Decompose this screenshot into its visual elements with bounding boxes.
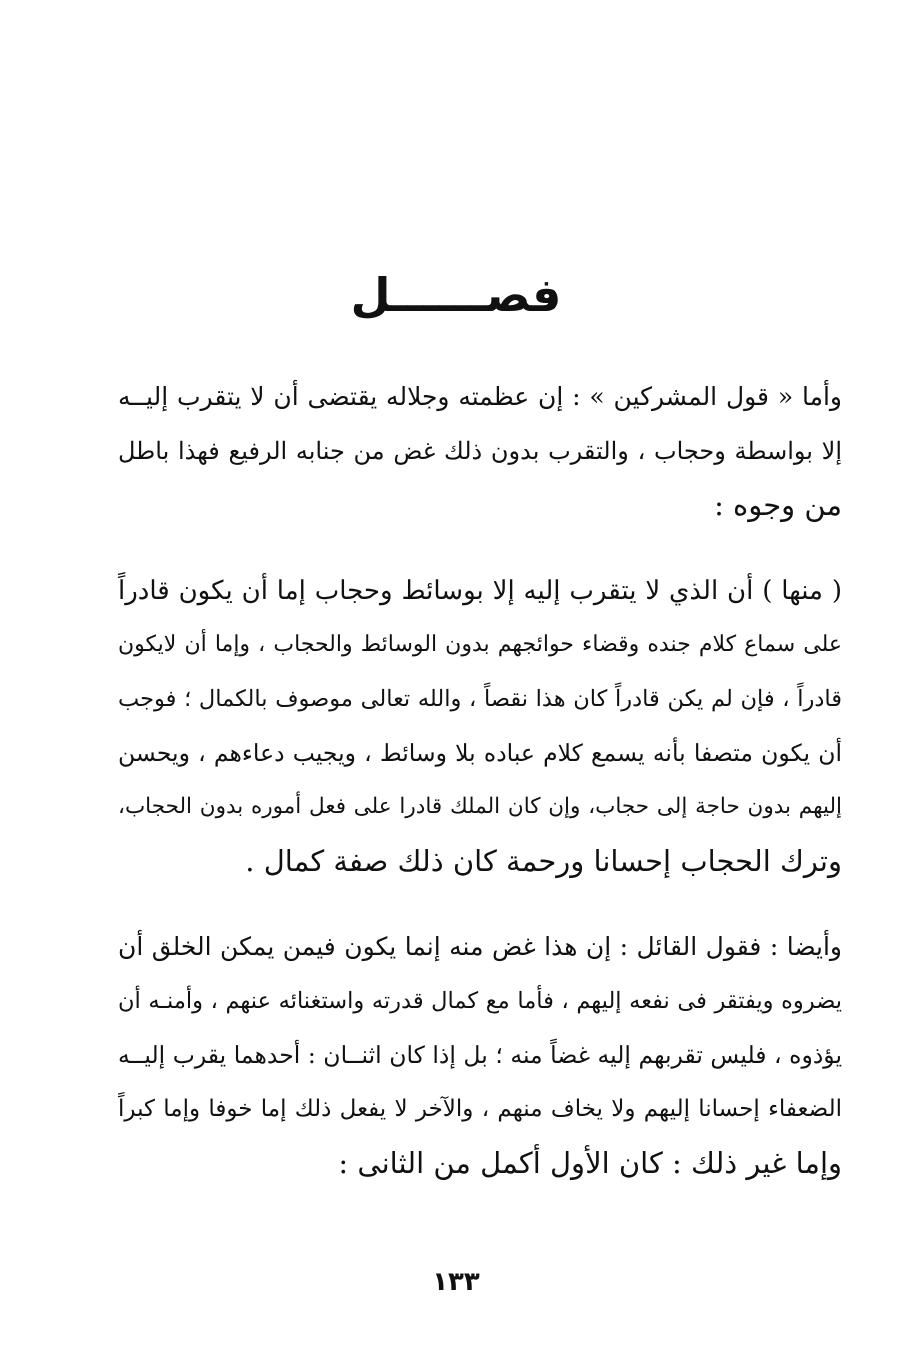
text-line: على سماع كلام جنده وقضاء حوائجهم بدون الوسائط والحجاب ، وإما أن لايكون: [118, 632, 842, 657]
text-line: وأما « قول المشركين » : إن عظمته وجلاله يقتضى أن لا يتقرب إليــه: [118, 382, 842, 411]
page-number: ١٣٣: [432, 1267, 480, 1297]
text-line: قادراً ، فإن لم يكن قادراً كان هذا نقصاً ، والله تعالى موصوف بالكمال ؛ فوجب: [118, 686, 842, 712]
text-line: يضروه ويفتقر فى نفعه إليهم ، فأما مع كمال قدرته واستغنائه عنهم ، وأمنـه أن: [118, 988, 842, 1014]
section-heading: فصــــــل: [350, 268, 562, 322]
paragraph-3: [118, 920, 842, 1190]
paragraph-gap: [118, 888, 842, 920]
text-line: الضعفاء إحسانا إليهم ولا يخاف منهم ، والآخر لا يفعل ذلك إما خوفا وإما كبراً: [118, 1096, 842, 1122]
text-line: وإما غير ذلك : كان الأول أكمل من الثانى :: [338, 1146, 842, 1180]
text-line: أن يكون متصفا بأنه يسمع كلام عباده بلا وسائط ، ويجيب دعاءهم ، ويحسن: [118, 739, 842, 767]
text-line: يؤذوه ، فليس تقربهم إليه غضاً منه ؛ بل إذا كان اثنــان : أحدهما يقرب إليــه: [118, 1041, 842, 1069]
paragraph-2: [118, 564, 842, 888]
body-text: [118, 370, 842, 1190]
text-line: من وجوه :: [714, 488, 842, 522]
text-line: وأيضا : فقول القائل : إن هذا غض منه إنما يكون فيمن يمكن الخلق أن: [118, 932, 842, 961]
paragraph-1: [118, 370, 842, 532]
paragraph-gap: [118, 532, 842, 564]
text-line: وترك الحجاب إحسانا ورحمة كان ذلك صفة كمال .: [245, 844, 842, 878]
text-line: إليهم بدون حاجة إلى حجاب، وإن كان الملك قادرا على فعل أموره بدون الحجاب،: [118, 794, 842, 819]
text-line: ( منها ) أن الذي لا يتقرب إليه إلا بوسائط وحجاب إما أن يكون قادراً: [118, 576, 842, 606]
text-line: إلا بواسطة وحجاب ، والتقرب بدون ذلك غض من جنابه الرفيع فهذا باطل: [118, 437, 842, 465]
